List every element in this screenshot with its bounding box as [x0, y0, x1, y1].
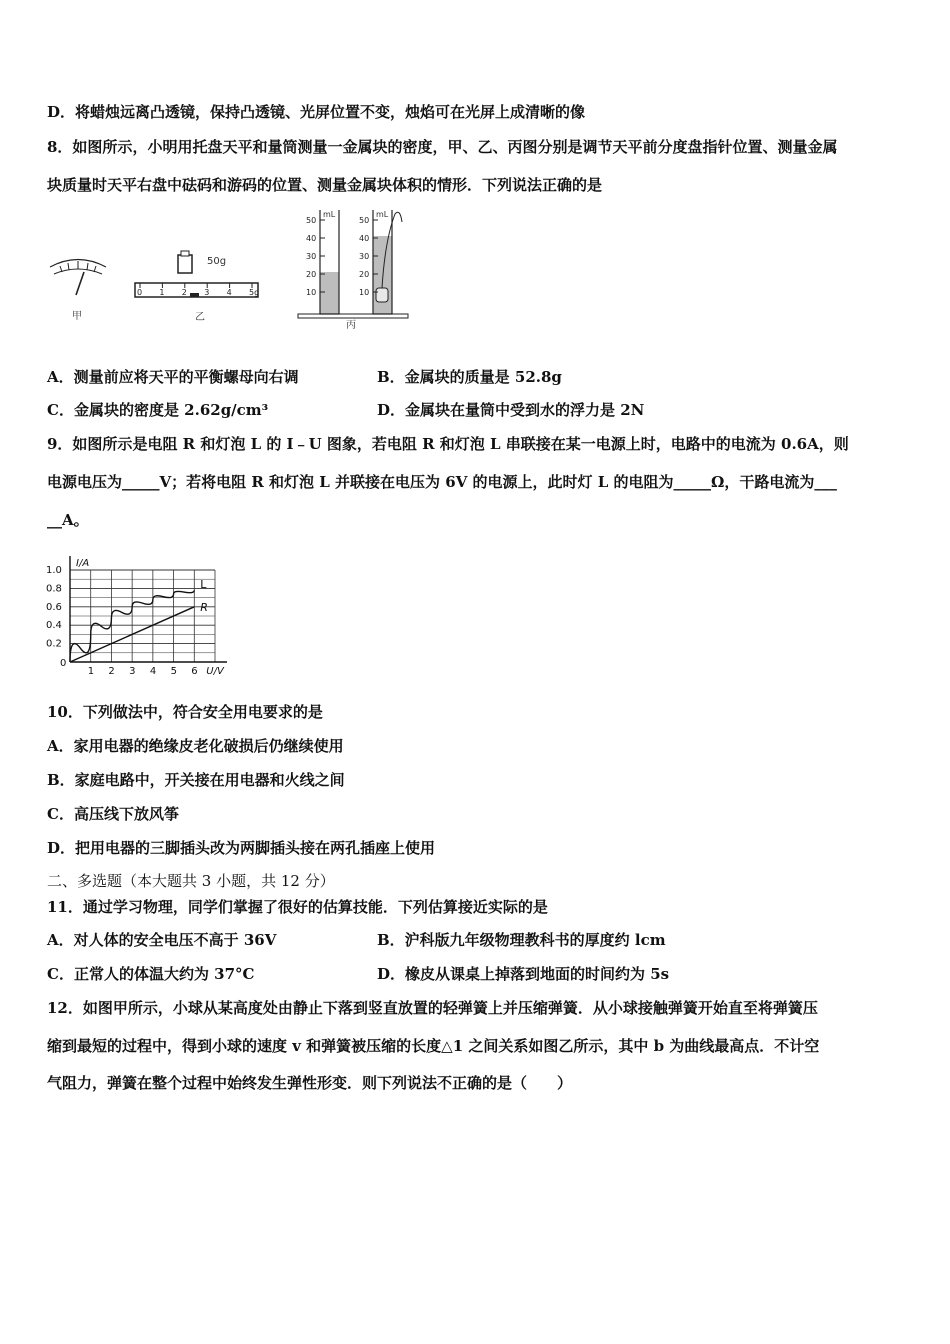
- q8-option-c: C．金属块的密度是 2.62g/cm³: [47, 401, 269, 419]
- q8-option-a: A．测量前应将天平的平衡螺母向右调: [47, 368, 299, 386]
- chart-grid: [70, 570, 215, 662]
- cylinder-tick-label: 40: [306, 234, 317, 243]
- cylinder-tick-label: 30: [359, 252, 370, 261]
- q7-option-d: D．将蜡烛远离凸透镜，保持凸透镜、光屏位置不变，烛焰可在光屏上成清晰的像: [47, 103, 586, 121]
- cylinder-tick-label: 30: [306, 252, 317, 261]
- q11-option-c: C．正常人的体温大约为 37°C: [47, 965, 255, 983]
- x-tick-label: 2: [108, 666, 115, 677]
- q11-stem: 11．通过学习物理，同学们掌握了很好的估算技能．下列估算接近实际的是: [47, 898, 548, 916]
- x-tick-label: 3: [129, 666, 136, 677]
- cylinder-tick-label: 20: [306, 270, 317, 279]
- cylinder-base: [298, 314, 408, 318]
- iu-chart: [40, 540, 240, 680]
- cylinder-tick-label: 10: [359, 288, 370, 297]
- q12-stem-line1: 12．如图甲所示，小球从某高度处由静止下落到竖直放置的轻弹簧上并压缩弹簧．从小球接触弹簧开始直至将弹簧压: [47, 999, 818, 1017]
- q8-stem-line1: 8．如图所示，小明用托盘天平和量筒测量一金属块的密度，甲、乙、丙图分别是调节天平前分度盘指针位置、测量金属: [47, 138, 838, 156]
- x-tick-label: 5: [170, 666, 177, 677]
- x-tick-label: 4: [149, 666, 157, 677]
- q10-option-c: C．高压线下放风筝: [47, 805, 179, 823]
- weight-label: 50g: [207, 256, 227, 267]
- scale-tick-label: 3: [204, 288, 210, 297]
- cylinder-tick-label: 50: [359, 216, 370, 225]
- cylinder-left: [320, 210, 339, 314]
- origin-label: 0: [60, 658, 67, 669]
- scale-tick-label: 2: [181, 288, 187, 297]
- balance-dial-icon: [50, 260, 106, 296]
- figure-8: [40, 200, 440, 335]
- weight-icon: [178, 251, 192, 273]
- q9-stem-line1: 9．如图所示是电阻 R 和灯泡 L 的 I﹣U 图象，若电阻 R 和灯泡 L 串联接在某一电源上时，电路中的电流为 0.6A，则: [47, 435, 849, 453]
- scale-tick-label: 0: [137, 288, 143, 297]
- series-label-L: L: [200, 578, 207, 592]
- cylinder-tick-label: 10: [306, 288, 317, 297]
- q9-stem-line2: 电源电压为_____V；若将电阻 R 和灯泡 L 并联接在电压为 6V 的电源上，此时灯 L 的电阻为_____Ω，干路电流为___: [47, 473, 837, 491]
- cylinder-tick-label: 20: [359, 270, 370, 279]
- y-tick-label: 1.0: [46, 565, 62, 576]
- x-tick-label: 6: [191, 666, 198, 677]
- q12-stem-line3: 气阻力，弹簧在整个过程中始终发生弹性形变．则下列说法不正确的是（ ）: [47, 1074, 573, 1092]
- q10-option-b: B．家庭电路中，开关接在用电器和火线之间: [47, 771, 345, 789]
- section-heading: 二、多选题（本大题共 3 小题，共 12 分）: [47, 872, 335, 890]
- scale-tick-label: 4: [226, 288, 232, 297]
- cylinder-tick-label: 40: [359, 234, 370, 243]
- q11-option-a: A．对人体的安全电压不高于 36V: [47, 931, 277, 949]
- cylinder-right-unit: mL: [376, 210, 389, 219]
- rider: [190, 293, 199, 297]
- y-axis-label: I/A: [76, 558, 90, 569]
- x-axis-label: U/V: [206, 666, 224, 677]
- scale-tick-label: 1: [159, 288, 165, 297]
- scale-tick-label: 5g: [249, 288, 260, 297]
- q8-option-b: B．金属块的质量是 52.8g: [377, 368, 562, 386]
- q10-stem: 10．下列做法中，符合安全用电要求的是: [47, 703, 323, 721]
- q9-stem-line3: __A。: [47, 511, 89, 529]
- figure-label-jia: 甲: [72, 311, 82, 322]
- figure-label-bing: 丙: [346, 320, 356, 331]
- q11-option-d: D．橡皮从课桌上掉落到地面的时间约为 5s: [377, 965, 670, 983]
- y-tick-label: 0.6: [46, 601, 62, 613]
- cylinder-right: [373, 210, 402, 314]
- y-tick-label: 0.8: [46, 583, 62, 595]
- y-tick-label: 0.2: [46, 638, 62, 650]
- cylinder-tick-label: 50: [306, 216, 317, 225]
- q12-stem-line2: 缩到最短的过程中，得到小球的速度 v 和弹簧被压缩的长度△1 之间关系如图乙所示，其中 b 为曲线最高点．不计空: [47, 1037, 820, 1055]
- q10-option-d: D．把用电器的三脚插头改为两脚插头接在两孔插座上使用: [47, 839, 436, 857]
- q8-option-d: D．金属块在量筒中受到水的浮力是 2N: [377, 401, 645, 419]
- figure-label-yi: 乙: [195, 312, 205, 323]
- q11-option-b: B．沪科版九年级物理教科书的厚度约 lcm: [377, 931, 666, 949]
- cylinder-ticks: [306, 216, 378, 297]
- y-tick-label: 0.4: [46, 620, 62, 632]
- q10-option-a: A．家用电器的绝缘皮老化破损后仍继续使用: [47, 737, 344, 755]
- q8-stem-line2: 块质量时天平右盘中砝码和游码的位置、测量金属块体积的情形．下列说法正确的是: [47, 176, 603, 194]
- cylinder-left-unit: mL: [323, 210, 336, 219]
- series-label-R: R: [200, 600, 208, 614]
- x-tick-label: 1: [87, 666, 95, 677]
